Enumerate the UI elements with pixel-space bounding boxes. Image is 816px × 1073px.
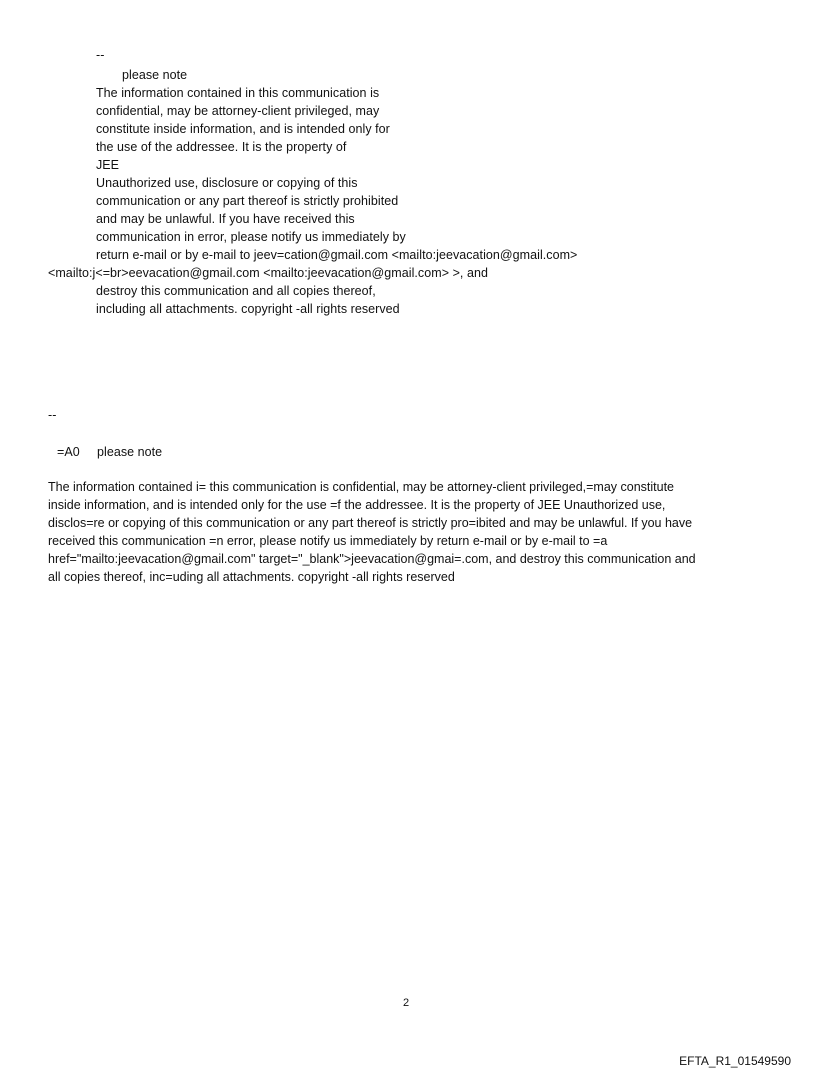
paragraph-line: all copies thereof, inc=uding all attachments. copyright -all rights reserved (48, 570, 455, 584)
disclaimer-line: the use of the addressee. It is the property of (96, 140, 347, 154)
disclaimer-line: constitute inside information, and is intended only for (96, 122, 390, 136)
separator-bottom: -- (48, 408, 57, 422)
disclaimer-line: communication or any part thereof is strictly prohibited (96, 194, 399, 208)
paragraph-line: href="mailto:jeevacation@gmail.com" target="_blank">jeevacation@gmai=.com, and destroy this communication and (48, 552, 696, 566)
disclaimer-line: and may be unlawful. If you have received this (96, 212, 355, 226)
disclaimer-line: destroy this communication and all copies thereof, (96, 284, 376, 298)
disclaimer-line: Unauthorized use, disclosure or copying of this (96, 176, 358, 190)
bates-number: EFTA_R1_01549590 (679, 1054, 791, 1068)
disclaimer-line: return e-mail or by e-mail to jeev=cation@gmail.com <mailto:jeevacation@gmail.com> (96, 248, 578, 262)
disclaimer-line: confidential, may be attorney-client privileged, may (96, 104, 380, 118)
paragraph-line: received this communication =n error, please notify us immediately by return e-mail or by e-mail to =a (48, 534, 608, 548)
page-number: 2 (403, 997, 410, 1009)
disclaimer-wrapped-line: <mailto:j<=br>eevacation@gmail.com <mailto:jeevacation@gmail.com> >, and (48, 266, 488, 280)
paragraph-line: disclos=re or copying of this communication or any part thereof is strictly pro=ibited and may be unlawful. If you have (48, 516, 693, 530)
disclaimer-line: communication in error, please notify us immediately by (96, 230, 406, 244)
please-note-heading-2: please note (97, 445, 163, 459)
paragraph-line: inside information, and is intended only for the use =f the addressee. It is the property of JEE Unauthorized use, (48, 498, 666, 512)
disclaimer-line: JEE (96, 158, 120, 172)
paragraph-line: The information contained i= this communication is confidential, may be attorney-client privileged,=may constitute (48, 480, 675, 494)
disclaimer-line: The information contained in this communication is (96, 86, 380, 100)
please-note-heading: please note (122, 68, 188, 82)
disclaimer-line: including all attachments. copyright -all rights reserved (96, 302, 400, 316)
separator-top: -- (96, 48, 105, 62)
encoded-prefix: =A0 (57, 445, 80, 459)
disclaimer-paragraph (48, 478, 764, 586)
